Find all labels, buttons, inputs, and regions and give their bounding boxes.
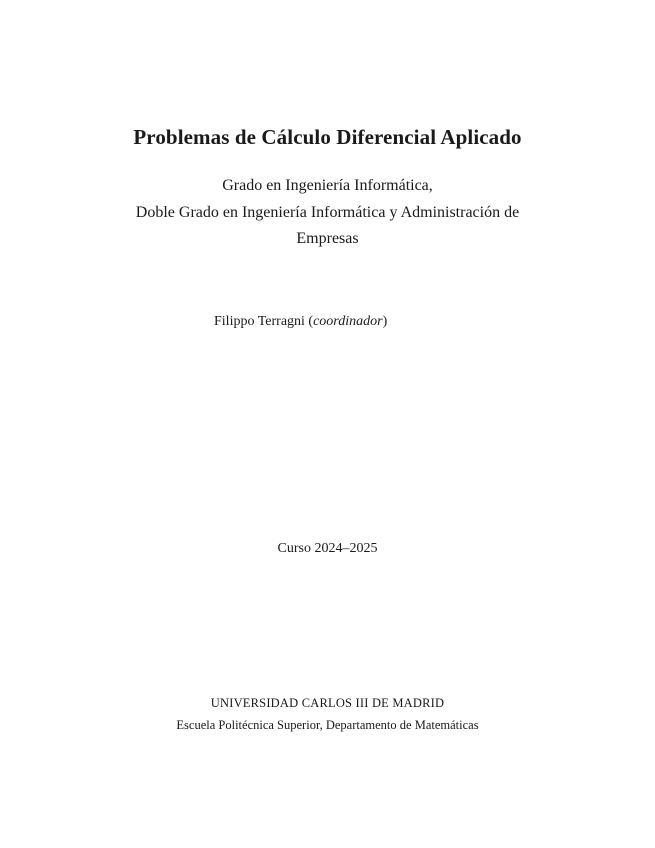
author-name: Filippo Terragni [214,314,305,329]
author-line: Filippo Terragni (coordinador) [214,314,388,329]
author-role: coordinador [313,314,383,329]
course-year: Curso 2024–2025 [277,541,378,556]
university-name: UNIVERSIDAD CARLOS III DE MADRID [210,696,445,710]
document-title: Problemas de Cálculo Diferencial Aplicado [133,125,522,149]
subtitle-line-1: Grado en Ingeniería Informática, [222,177,433,194]
department-name: Escuela Politécnica Superior, Departamento de Matemáticas [176,718,479,732]
subtitle-line-3: Empresas [296,230,359,247]
document-subtitle [0,173,655,253]
subtitle-line-2: Doble Grado en Ingeniería Informática y Administración de [135,203,520,221]
